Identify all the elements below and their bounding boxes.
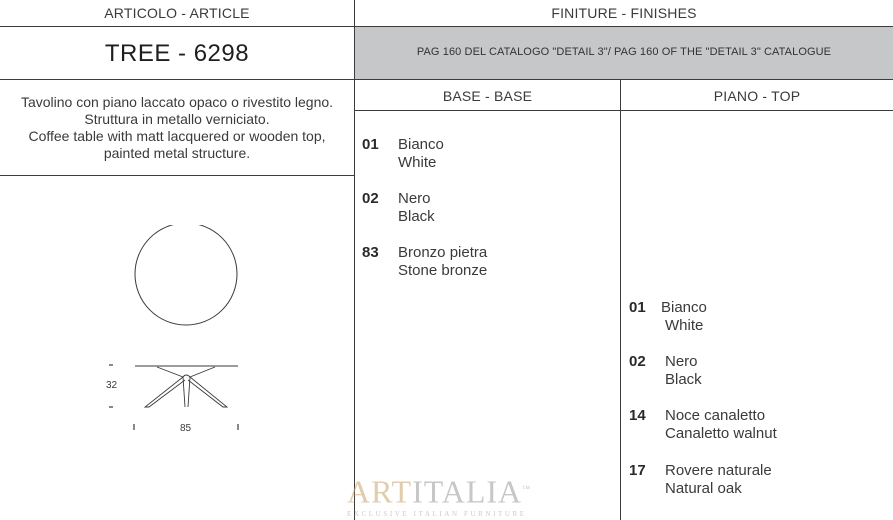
finish-name-it: Nero [398,190,431,207]
finish-code: 01 [362,136,379,153]
finish-code: 17 [629,462,646,479]
finish-code: 02 [629,353,646,370]
finish-name-it: Nero [665,353,698,370]
base-column-header: BASE - BASE [442,88,533,104]
catalogue-note: PAG 160 DEL CATALOGO "DETAIL 3"/ PAG 160 OF THE "DETAIL 3" CATALOGUE [416,46,832,58]
description-en-line-2: painted metal structure. [103,145,251,161]
finish-name-en: Canaletto walnut [665,425,777,442]
finish-code: 14 [629,407,646,424]
description-it-line-2: Struttura in metallo verniciato. [84,111,270,127]
product-title: TREE - 6298 [104,40,250,67]
logo-tm: ™ [522,484,531,493]
finish-name-en: White [398,154,437,171]
artitalia-logo [347,472,557,518]
rule-columns-divider [620,80,621,520]
logo-art: ART [347,473,413,510]
table-top-view-circle [135,225,237,325]
finish-name-en: Natural oak [665,480,742,497]
table-drawing [95,225,255,440]
product-description [0,94,354,162]
table-base-side-view [145,367,227,407]
finish-name-it: Bronzo pietra [398,244,488,261]
rule-columns-header [354,110,893,111]
finish-name-en: Black [398,208,435,225]
finish-name-en: Black [665,371,702,388]
finish-code: 83 [362,244,379,261]
width-dimension-label: 85 [180,423,192,434]
rule-description-bottom [0,175,354,176]
top-column-header: PIANO - TOP [713,88,801,104]
finish-name-it: Noce canaletto [665,407,766,424]
finishes-header: FINITURE - FINISHES [551,5,697,21]
finish-name-it: Bianco [661,299,707,316]
finish-name-en: Stone bronze [398,262,488,279]
article-header: ARTICOLO - ARTICLE [104,5,250,21]
finish-code: 01 [629,299,646,316]
finish-name-en: White [665,317,704,334]
finish-name-it: Rovere naturale [665,462,772,479]
finish-name-it: Bianco [398,136,444,153]
rule-title-bottom [0,79,893,80]
finish-code: 02 [362,190,379,207]
description-it-line-1: Tavolino con piano laccato opaco o rivestito legno. [20,94,334,110]
logo-tagline: EXCLUSIVE ITALIAN FURNITURE [347,509,527,518]
height-dimension-label: 32 [106,380,118,391]
logo-italia: ITALIA [412,473,523,510]
description-en-line-1: Coffee table with matt lacquered or wooden top, [28,128,326,144]
